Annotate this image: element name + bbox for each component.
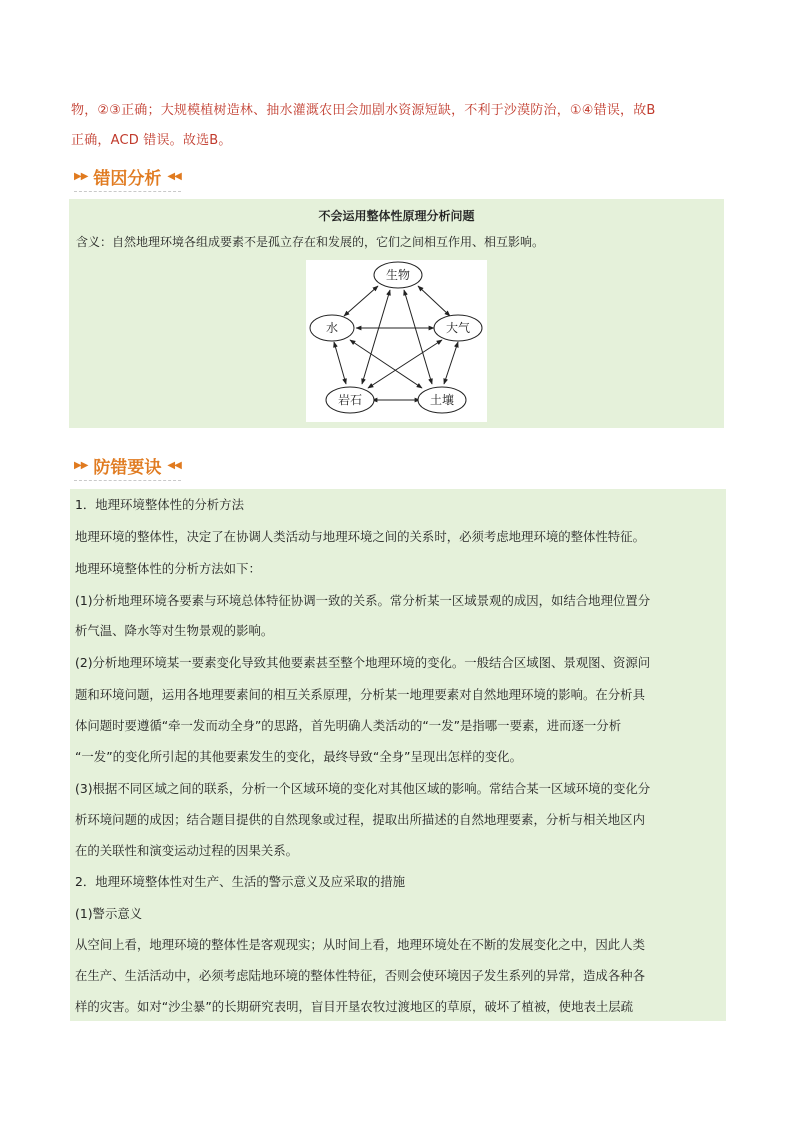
tips-line: (2)分析地理环境某一要素变化导致其他要素甚至整个地理环境的变化。一般结合区域图、景观图、资源问 (75, 655, 651, 670)
tips-line: 析环境问题的成因；结合题目提供的自然现象或过程，提取出所描述的自然地理要素，分析与相关地区内 (75, 812, 645, 827)
node-label-soil: 土壤 (429, 393, 455, 407)
tips-line: 体问题时要遵循“牵一发而动全身”的思路，首先明确人类活动的“一发”是指哪一要素，进而逐一分析 (75, 718, 622, 733)
node-label-rock: 岩石 (337, 393, 363, 407)
meaning-text: 含义：自然地理环境各组成要素不是孤立存在和发展的，它们之间相互作用、相互影响。 (76, 235, 545, 249)
diagram-svg (306, 260, 487, 422)
arrow-right-icon: ▶▶ (74, 170, 88, 182)
tips-line: “一发”的变化所引起的其他要素发生的变化，最终导致“全身”呈现出怎样的变化。 (75, 749, 522, 764)
section-title: 错因分析 (93, 168, 162, 189)
arrow-right-icon: ▶▶ (74, 459, 88, 471)
tips-line: (3)根据不同区域之间的联系，分析一个区域环境的变化对其他区域的影响。常结合某一区域环境的变化分 (75, 781, 651, 796)
tips-line: (1)分析地理环境各要素与环境总体特征协调一致的关系。常分析某一区域景观的成因，如结合地理位置分 (75, 593, 651, 608)
tips-line: 从空间上看，地理环境的整体性是客观现实；从时间上看，地理环境处在不断的发展变化之中，因此人类 (75, 937, 645, 952)
diagram-arrows (334, 286, 458, 400)
tips-line: 地理环境的整体性，决定了在协调人类活动与地理环境之间的关系时，必须考虑地理环境的整体性特征。 (75, 529, 645, 544)
box-title: 不会运用整体性原理分析问题 (318, 209, 475, 223)
heading-divider (74, 191, 181, 192)
section-heading-prevention-tips (74, 451, 181, 479)
tips-line: 1．地理环境整体性的分析方法 (75, 497, 244, 512)
tips-line: 样的灾害。如对“沙尘暴”的长期研究表明，盲目开垦农牧过渡地区的草原，破坏了植被，使地表土层疏 (75, 999, 634, 1014)
arrow-left-icon: ◀◀ (167, 459, 181, 471)
section-heading-error-analysis (74, 162, 181, 190)
answer-text-line-2: 正确，ACD 错误。故选B。 (71, 133, 232, 148)
tips-line: 2．地理环境整体性对生产、生活的警示意义及应采取的措施 (75, 874, 406, 889)
tips-line: 地理环境整体性的分析方法如下： (75, 561, 261, 576)
answer-text-line-1: 物，②③正确；大规模植树造林、抽水灌溉农田会加剧水资源短缺，不利于沙漠防治，①④错误，故B (71, 103, 656, 118)
tips-line: 在生产、生活活动中，必须考虑陆地环境的整体性特征，否则会使环境因子发生系列的异常，造成各种各 (75, 968, 645, 983)
arrow-left-icon: ◀◀ (167, 170, 181, 182)
node-label-atmosphere: 大气 (445, 321, 471, 335)
tips-line: 在的关联性和演变运动过程的因果关系。 (75, 843, 299, 858)
tips-line: 题和环境问题，运用各地理要素间的相互关系原理，分析某一地理要素对自然地理环境的影响。在分析具 (75, 687, 645, 702)
element-interaction-diagram (306, 260, 487, 422)
tips-line: (1)警示意义 (75, 906, 143, 921)
error-analysis-box (69, 199, 724, 428)
heading-divider (74, 480, 181, 481)
node-label-water: 水 (325, 321, 339, 335)
section-title: 防错要诀 (93, 457, 162, 478)
node-label-organisms: 生物 (385, 268, 411, 282)
tips-line: 析气温、降水等对生物景观的影响。 (75, 623, 274, 638)
